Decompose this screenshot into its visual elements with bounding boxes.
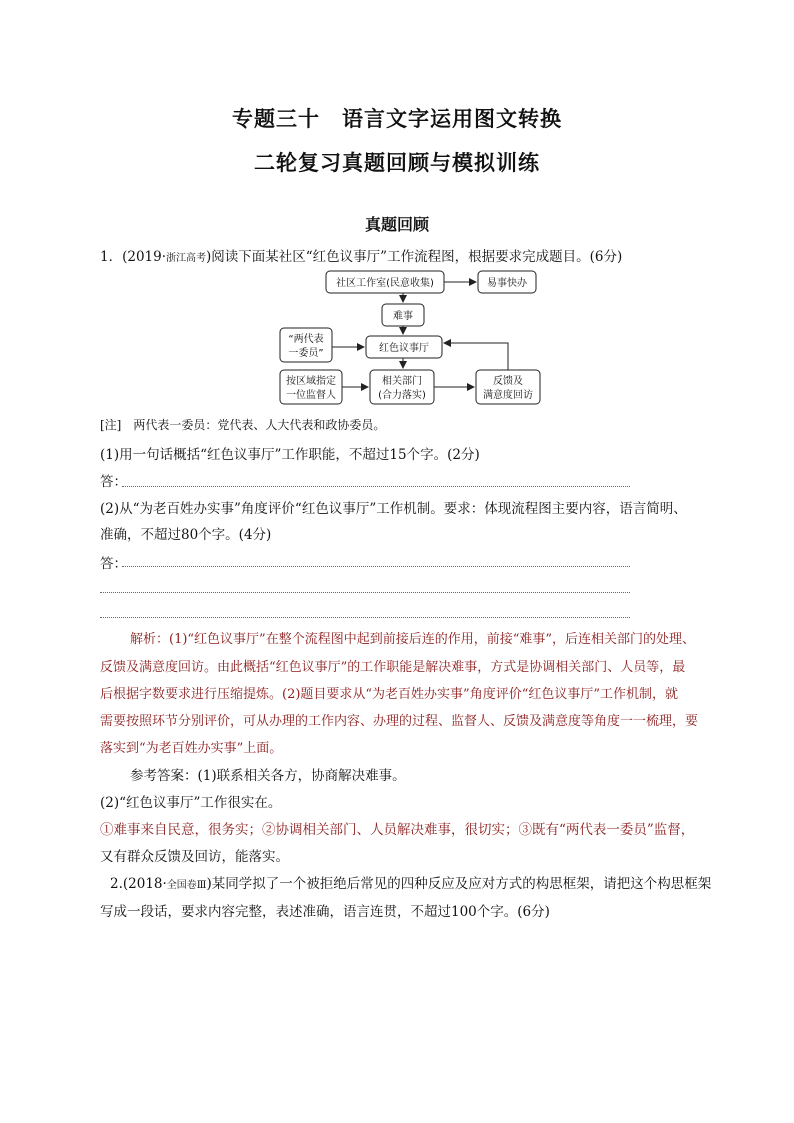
q2-stem-text: )某同学拟了一个被拒绝后常见的四种反应及应对方式的构思框架，请把这个构思框架 <box>206 876 712 892</box>
box-office-label: 社区工作室(民意收集) <box>336 278 434 289</box>
q1-note: [注] 两代表一委员：党代表、人大代表和政协委员。 <box>100 418 386 432</box>
analysis-line-3: 后根据字数要求进行压缩提炼。(2)题目要求从“为老百姓办实事”角度评价“红色议事厅”工作机制，就 <box>100 687 678 702</box>
reference-answer-2: (2)“红色议事厅”工作很实在。 <box>100 795 282 811</box>
answer-label-2: 答： <box>100 556 127 572</box>
answer-line-2[interactable] <box>122 566 630 567</box>
q2-num: 2.(2018· <box>110 876 167 892</box>
q1-stem-text: )阅读下面某社区“红色议事厅”工作流程图，根据要求完成题目。(6分) <box>206 249 623 265</box>
q1-sub2-line1: (2)从“为老百姓办实事”角度评价“红色议事厅”工作机制。要求：体现流程图主要内容，语言简明、 <box>100 501 687 517</box>
reference-answer-1: 参考答案：(1)联系相关各方，协商解决难事。 <box>130 768 406 784</box>
answer-line-3[interactable] <box>100 592 630 593</box>
reference-answer-3a: ①难事来自民意，很务实；②协调相关部门、人员解决难事，很切实；③既有“两代表一委员”监督， <box>100 822 695 838</box>
box-fb-label-2: 满意度回访 <box>483 390 533 401</box>
q1-stem <box>100 245 622 265</box>
box-fb-label-1: 反馈及 <box>493 376 523 387</box>
title-main: 专题三十 语言文字运用图文转换 <box>232 107 562 131</box>
q1-sub1: (1)用一句话概括“红色议事厅”工作职能，不超过15个字。(2分) <box>100 447 480 463</box>
analysis-line-4: 需要按照环节分别评价，可从办理的工作内容、办理的过程、监督人、反馈及满意度等角度一一梳理，要 <box>100 714 699 729</box>
answer-label-1: 答： <box>100 474 127 490</box>
q1-sub2-line2: 准确，不超过80个字。(4分) <box>100 527 272 543</box>
analysis-line-2: 反馈及满意度回访。由此概括“红色议事厅”的工作职能是解决难事，方式是协调相关部门、人员等，最 <box>100 660 686 675</box>
box-hard-label: 难事 <box>393 311 413 322</box>
flowchart <box>270 266 550 412</box>
answer-line-4[interactable] <box>100 617 630 618</box>
box-dept-label-1: 相关部门 <box>382 376 422 387</box>
box-rep-label-2: 一委员” <box>288 348 324 359</box>
analysis-line-1: 解析：(1)“红色议事厅”在整个流程图中起到前接后连的作用，前接“难事”，后连相关部门的处理、 <box>130 632 695 647</box>
q2-stem-line2: 写成一段话，要求内容完整，表述准确，语言连贯，不超过100个字。(6分) <box>100 904 550 920</box>
box-sup-label-2: 一位监督人 <box>286 390 336 401</box>
box-dept-label-2: (合力落实) <box>378 390 426 401</box>
box-sup-label-1: 按区域指定 <box>286 376 336 387</box>
q1-source: 浙江高考 <box>166 253 207 264</box>
q2-stem-line1 <box>110 872 711 892</box>
box-easy-label: 易事快办 <box>487 278 527 289</box>
analysis-line-5: 落实到“为老百姓办实事”上面。 <box>100 741 283 756</box>
section-title: 真题回顾 <box>364 215 429 234</box>
q2-source: 全国卷Ⅲ <box>166 880 207 891</box>
reference-answer-3b: 又有群众反馈及回访，能落实。 <box>100 849 289 865</box>
answer-line-1[interactable] <box>122 486 630 487</box>
box-hall-label: 红色议事厅 <box>379 343 429 354</box>
title-sub: 二轮复习真题回顾与模拟训练 <box>254 151 540 175</box>
box-rep-label-1: “两代表 <box>288 334 324 345</box>
q1-num: 1．(2019· <box>100 249 167 265</box>
